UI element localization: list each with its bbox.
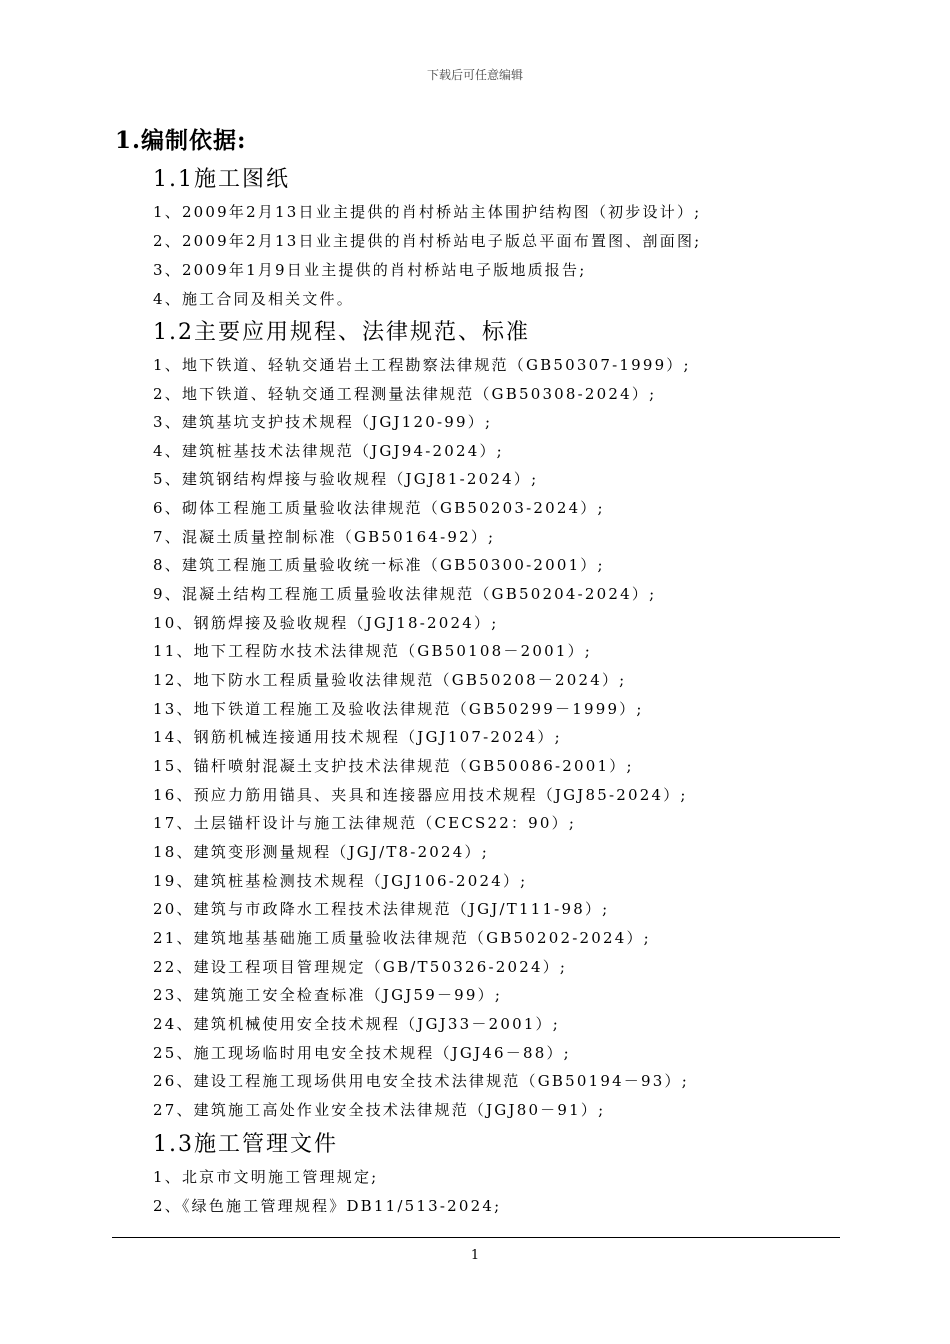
list-item: 1、2009年2月13日业主提供的肖村桥站主体围护结构图（初步设计）; xyxy=(153,203,702,221)
list-item: 12、地下防水工程质量验收法律规范（GB50208－2024）; xyxy=(153,671,627,689)
list-item: 5、建筑钢结构焊接与验收规程（JGJ81-2024）; xyxy=(153,470,539,488)
section-heading-standards: 1.2主要应用规程、法律规范、标准 xyxy=(153,320,530,345)
list-item: 3、2009年1月9日业主提供的肖村桥站电子版地质报告; xyxy=(153,261,587,279)
page-number: 1 xyxy=(470,1248,480,1263)
section-heading-management: 1.3施工管理文件 xyxy=(153,1132,338,1157)
list-item: 3、建筑基坑支护技术规程（JGJ120-99）; xyxy=(153,413,493,431)
footer-divider xyxy=(112,1237,840,1238)
list-item: 7、混凝土质量控制标准（GB50164-92）; xyxy=(153,528,496,546)
list-item: 20、建筑与市政降水工程技术法律规范（JGJ/T111-98）; xyxy=(153,900,610,918)
list-item: 21、建筑地基基础施工质量验收法律规范（GB50202-2024）; xyxy=(153,929,651,947)
list-item: 24、建筑机械使用安全技术规程（JGJ33－2001）; xyxy=(153,1015,561,1033)
list-item: 4、建筑桩基技术法律规范（JGJ94-2024）; xyxy=(153,442,504,460)
list-item: 17、土层锚杆设计与施工法律规范（CECS22：90）; xyxy=(153,814,577,832)
list-item: 4、施工合同及相关文件。 xyxy=(153,290,354,308)
list-item: 14、钢筋机械连接通用技术规程（JGJ107-2024）; xyxy=(153,728,562,746)
list-item: 18、建筑变形测量规程（JGJ/T8-2024）; xyxy=(153,843,489,861)
list-item: 13、地下铁道工程施工及验收法律规范（GB50299－1999）; xyxy=(153,700,644,718)
list-item: 1、地下铁道、轻轨交通岩土工程勘察法律规范（GB50307-1999）; xyxy=(153,356,691,374)
list-item: 2、2009年2月13日业主提供的肖村桥站电子版总平面布置图、剖面图; xyxy=(153,232,702,250)
list-item: 23、建筑施工安全检查标准（JGJ59－99）; xyxy=(153,986,503,1004)
list-item: 25、施工现场临时用电安全技术规程（JGJ46－88）; xyxy=(153,1044,571,1062)
list-item: 10、钢筋焊接及验收规程（JGJ18-2024）; xyxy=(153,614,499,632)
list-item: 8、建筑工程施工质量验收统一标准（GB50300-2001）; xyxy=(153,556,605,574)
list-item: 1、北京市文明施工管理规定; xyxy=(153,1168,379,1186)
list-item: 15、锚杆喷射混凝土支护技术法律规范（GB50086-2001）; xyxy=(153,757,634,775)
list-item: 16、预应力筋用锚具、夹具和连接器应用技术规程（JGJ85-2024）; xyxy=(153,786,688,804)
list-item: 22、建设工程项目管理规定（GB/T50326-2024）; xyxy=(153,958,568,976)
list-item: 19、建筑桩基检测技术规程（JGJ106-2024）; xyxy=(153,872,528,890)
list-item: 26、建设工程施工现场供用电安全技术法律规范（GB50194－93）; xyxy=(153,1072,689,1090)
page-header: 下载后可任意编辑 xyxy=(426,68,523,82)
list-item: 6、砌体工程施工质量验收法律规范（GB50203-2024）; xyxy=(153,499,605,517)
list-item: 11、地下工程防水技术法律规范（GB50108－2001）; xyxy=(153,642,593,660)
list-item: 27、建筑施工高处作业安全技术法律规范（JGJ80－91）; xyxy=(153,1101,606,1119)
section-heading-drawings: 1.1施工图纸 xyxy=(153,167,290,192)
list-item: 9、混凝土结构工程施工质量验收法律规范（GB50204-2024）; xyxy=(153,585,657,603)
document-title: 1.编制依据: xyxy=(115,127,247,154)
list-item: 2、地下铁道、轻轨交通工程测量法律规范（GB50308-2024）; xyxy=(153,385,657,403)
list-item: 2、《绿色施工管理规程》DB11/513-2024; xyxy=(153,1197,502,1215)
